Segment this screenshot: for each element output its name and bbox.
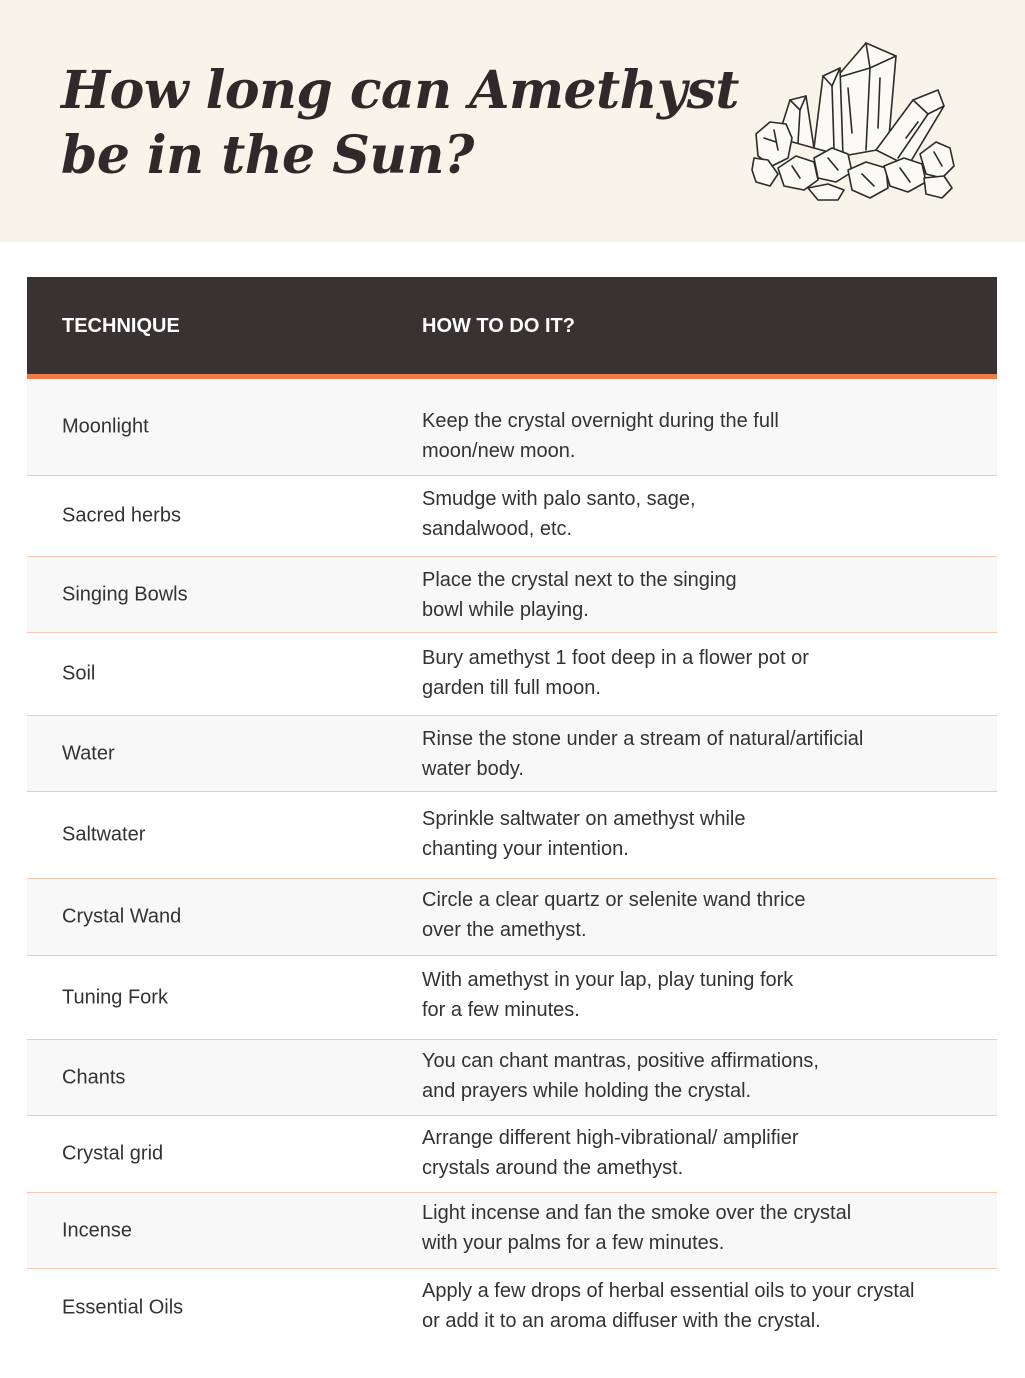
how-to-cell — [422, 406, 982, 466]
how-to-cell — [422, 1046, 982, 1106]
how-to-line: Place the crystal next to the singing — [422, 569, 737, 591]
table-row — [27, 476, 997, 557]
how-to-line: With amethyst in your lap, play tuning fork — [422, 969, 794, 991]
page-title — [61, 58, 739, 188]
table-row — [27, 633, 997, 716]
table-row — [27, 379, 997, 476]
page-title-line-2: be in the Sun? — [61, 125, 474, 186]
how-to-cell — [422, 484, 982, 544]
how-to-line: water body. — [422, 758, 524, 780]
technique-cell: Water — [62, 742, 115, 764]
how-to-line: Arrange different high-vibrational/ amplifier — [422, 1127, 799, 1149]
how-to-line: bowl while playing. — [422, 599, 589, 621]
table-row — [27, 557, 997, 633]
how-to-cell — [422, 804, 982, 864]
how-to-cell — [422, 565, 982, 625]
table-row — [27, 792, 997, 879]
technique-cell: Soil — [62, 662, 96, 685]
column-header-how-to: HOW TO DO IT? — [422, 315, 575, 337]
how-to-line: chanting your intention. — [422, 838, 629, 860]
how-to-cell — [422, 1276, 982, 1336]
technique-cell: Crystal grid — [62, 1142, 164, 1165]
how-to-cell — [422, 1123, 982, 1183]
header-banner — [0, 0, 1025, 242]
how-to-line: Bury amethyst 1 foot deep in a flower pot or — [422, 647, 809, 669]
how-to-cell — [422, 885, 982, 945]
technique-cell: Chants — [62, 1066, 126, 1088]
how-to-line: Circle a clear quartz or selenite wand thrice — [422, 889, 806, 911]
how-to-line: Sprinkle saltwater on amethyst while — [422, 808, 746, 830]
table-row — [27, 1116, 997, 1193]
technique-cell: Incense — [62, 1219, 133, 1241]
how-to-line: and prayers while holding the crystal. — [422, 1080, 752, 1102]
crystal-cluster-icon — [748, 38, 958, 203]
how-to-cell — [422, 643, 982, 703]
table-row — [27, 879, 997, 956]
table-row — [27, 716, 997, 792]
how-to-line: over the amethyst. — [422, 919, 587, 941]
technique-cell: Crystal Wand — [62, 905, 182, 928]
table-header — [27, 277, 997, 379]
how-to-line: You can chant mantras, positive affirmations, — [422, 1050, 819, 1072]
table-row — [27, 1040, 997, 1116]
how-to-line: Rinse the stone under a stream of natural/artificial — [422, 728, 864, 750]
table-row — [27, 1269, 997, 1347]
how-to-cell — [422, 724, 982, 784]
how-to-line: moon/new moon. — [422, 440, 576, 462]
technique-cell: Sacred herbs — [62, 504, 181, 527]
how-to-line: Smudge with palo santo, sage, — [422, 488, 696, 510]
how-to-cell — [422, 965, 982, 1025]
how-to-line: crystals around the amethyst. — [422, 1157, 684, 1179]
page-title-line-1: How long can Amethyst — [61, 60, 739, 121]
table-row — [27, 1193, 997, 1269]
technique-cell: Singing Bowls — [62, 583, 188, 605]
column-header-technique: TECHNIQUE — [62, 315, 180, 337]
how-to-line: Keep the crystal overnight during the full — [422, 410, 779, 432]
technique-cell: Saltwater — [62, 823, 146, 846]
technique-cell: Tuning Fork — [62, 986, 168, 1008]
how-to-line: for a few minutes. — [422, 999, 580, 1021]
how-to-line: sandalwood, etc. — [422, 518, 573, 540]
technique-cell: Moonlight — [62, 415, 149, 438]
how-to-line: with your palms for a few minutes. — [422, 1232, 725, 1254]
technique-cell: Essential Oils — [62, 1296, 184, 1319]
how-to-cell — [422, 1198, 982, 1258]
techniques-table — [27, 277, 997, 1347]
how-to-line: Apply a few drops of herbal essential oils to your crystal — [422, 1280, 915, 1302]
how-to-line: garden till full moon. — [422, 677, 601, 699]
table-row — [27, 956, 997, 1040]
how-to-line: Light incense and fan the smoke over the crystal — [422, 1202, 852, 1224]
how-to-line: or add it to an aroma diffuser with the crystal. — [422, 1310, 821, 1332]
